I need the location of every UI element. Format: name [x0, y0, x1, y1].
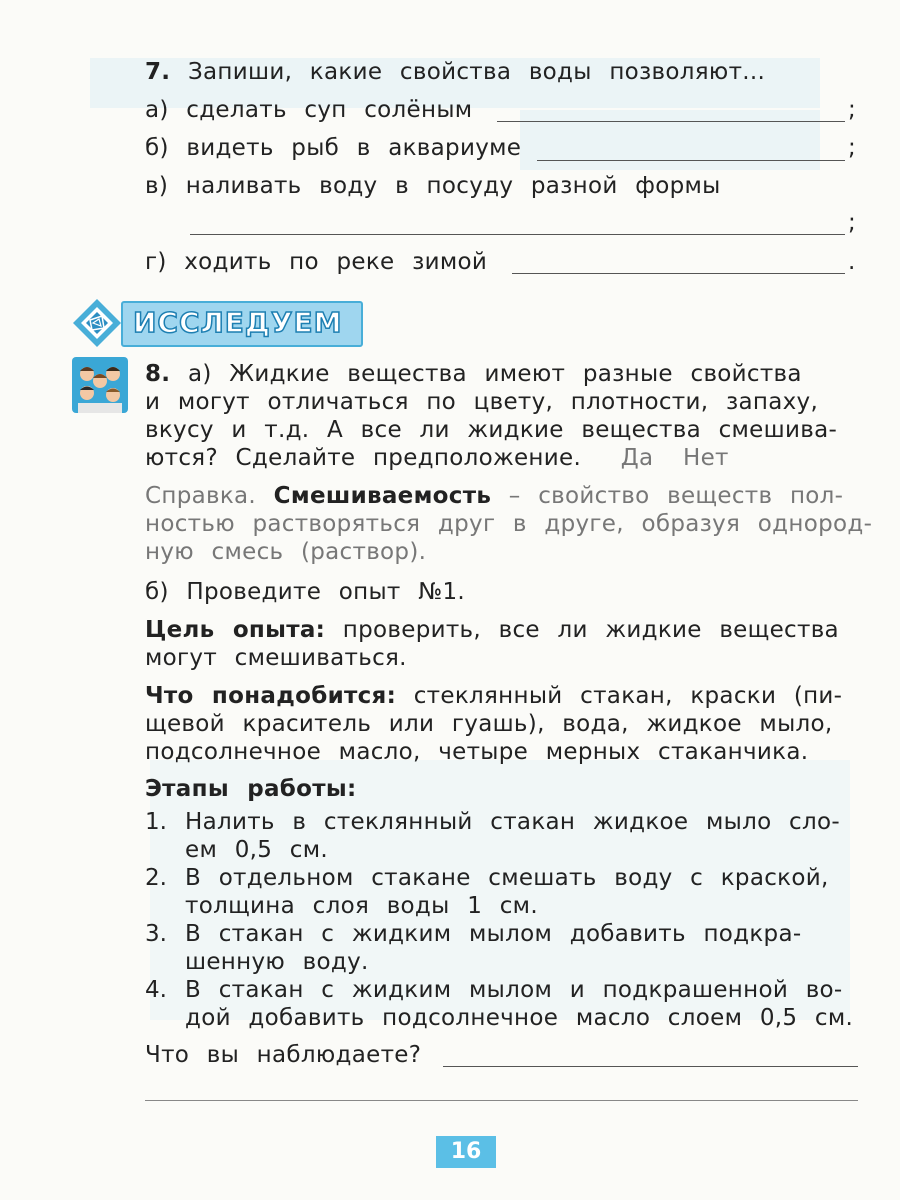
section-title: ИССЛЕДУЕМ — [133, 306, 343, 339]
need-text-1: стеклянный стакан, краски (пи- — [396, 683, 843, 709]
reference-label: Справка. — [145, 483, 257, 509]
task7-item-a-end: ; — [848, 97, 856, 123]
option-yes[interactable]: Да — [620, 445, 654, 471]
task8-b: б) Проведите опыт №1. — [145, 579, 465, 605]
need-line-3: подсолнечное масло, четыре мерных стаканчика. — [145, 739, 809, 765]
answer-line-b[interactable] — [537, 160, 845, 161]
observe-answer-line-2[interactable] — [145, 1100, 858, 1101]
task7-question: Запиши, какие свойства воды позволяют... — [187, 59, 766, 85]
option-no[interactable]: Нет — [682, 445, 729, 471]
task7-item-a: а) сделать суп солёным — [145, 97, 473, 123]
task8-a-text-4: ются? Сделайте предположение. — [145, 445, 582, 471]
task8-a-text-1: а) Жидкие вещества имеют разные свойства — [187, 361, 802, 387]
reference-line-2: ностью растворяться друг в друге, образуя однород- — [145, 511, 873, 537]
group-work-icon — [72, 357, 128, 413]
observe-answer-line-1[interactable] — [443, 1066, 858, 1067]
step-1-line-2: ем 0,5 см. — [185, 837, 329, 863]
need-label: Что понадобится: — [145, 683, 397, 709]
reference-line-1 — [145, 482, 843, 511]
goal-line-2: могут смешиваться. — [145, 645, 407, 671]
task8-a-line-1 — [145, 360, 802, 389]
task7-item-c-end: ; — [848, 210, 856, 236]
step-2-line-2: толщина слоя воды 1 см. — [185, 893, 538, 919]
step-4-line-1: В стакан с жидким мылом и подкрашенной во- — [185, 977, 843, 1003]
answer-line-c[interactable] — [190, 234, 845, 235]
reference-text-1: – свойство веществ пол- — [491, 483, 844, 509]
step-1-line-1: Налить в стеклянный стакан жидкое мыло сло- — [185, 809, 840, 835]
task7-prompt — [145, 58, 765, 87]
task7-item-d-end: . — [848, 249, 856, 275]
step-3-number: 3. — [145, 921, 167, 947]
goal-label: Цель опыта: — [145, 617, 326, 643]
step-4-number: 4. — [145, 977, 167, 1003]
section-banner — [121, 301, 363, 347]
answer-line-d[interactable] — [512, 273, 845, 274]
goal-text-1: проверить, все ли жидкие вещества — [325, 617, 839, 643]
step-2-line-1: В отдельном стакане смешать воду с краской, — [185, 865, 829, 891]
task7-item-d: г) ходить по реке зимой — [145, 249, 488, 275]
steps-label: Этапы работы: — [145, 776, 357, 802]
reference-line-3: ную смесь (раствор). — [145, 539, 427, 565]
task7-item-b-end: ; — [848, 135, 856, 161]
task8-a-line-3: вкусу и т.д. А все ли жидкие вещества смешива- — [145, 417, 838, 443]
observe-question: Что вы наблюдаете? — [145, 1042, 422, 1068]
reference-term: Смешиваемость — [273, 483, 492, 509]
task8-number: 8. — [145, 361, 171, 387]
step-2-number: 2. — [145, 865, 167, 891]
need-line-2: щевой краситель или гуашь), вода, жидкое мыло, — [145, 711, 833, 737]
diamond-emblem-icon — [72, 298, 122, 348]
task7-item-c: в) наливать воду в посуду разной формы — [145, 173, 721, 199]
step-3-line-1: В стакан с жидким мылом добавить подкра- — [185, 921, 802, 947]
answer-line-a[interactable] — [497, 121, 845, 122]
step-3-line-2: шенную воду. — [185, 949, 369, 975]
task7-item-b: б) видеть рыб в аквариуме — [145, 135, 522, 161]
step-1-number: 1. — [145, 809, 167, 835]
task7-number: 7. — [145, 59, 171, 85]
task8-a-line-2: и могут отличаться по цвету, плотности, запаху, — [145, 389, 819, 415]
need-line-1 — [145, 682, 842, 711]
task8-a-line-4 — [145, 444, 729, 473]
goal-line-1 — [145, 616, 839, 645]
step-4-line-2: дой добавить подсолнечное масло слоем 0,5 см. — [185, 1005, 854, 1031]
page-number: 16 — [436, 1136, 496, 1168]
bleed-through-band — [520, 110, 820, 170]
